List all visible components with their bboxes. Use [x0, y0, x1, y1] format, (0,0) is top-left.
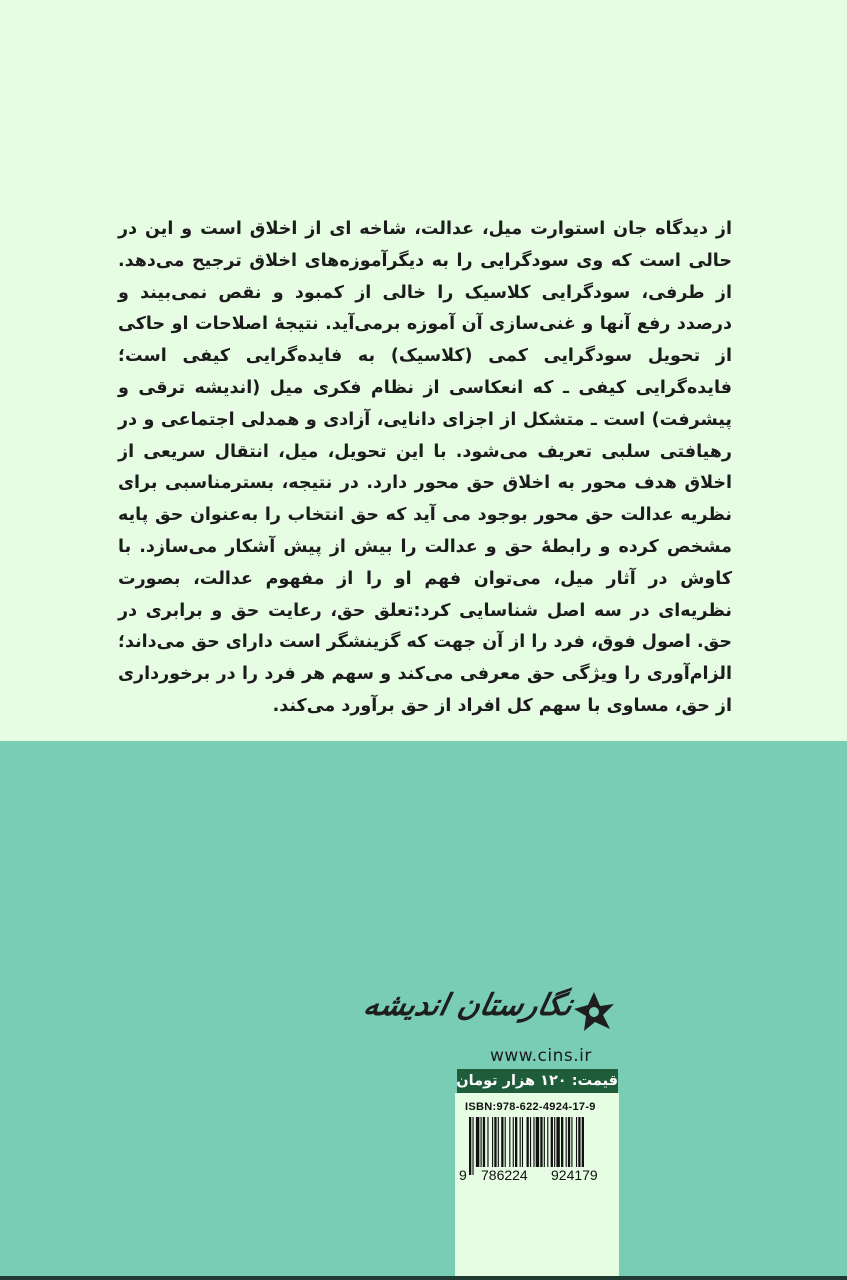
barcode-bar	[487, 1117, 488, 1167]
barcode-digit-first: 9	[459, 1167, 467, 1183]
barcode-bar	[576, 1117, 577, 1167]
publisher-logo-text: نگارستان اندیشه	[360, 988, 576, 1023]
barcode-digit-group1: 786224	[481, 1167, 528, 1183]
barcode-bar	[571, 1117, 572, 1167]
barcode-digit-group2: 924179	[551, 1167, 598, 1183]
barcode-bar	[515, 1117, 517, 1167]
blurb-text: از دیدگاه جان استوارت میل، عدالت، شاخه ای از اخلاق است و این در حالی است که وی سودگرایی را به دیگرآموزه‌های اخلاق ترجیح می‌دهد. از طرفی، سودگرایی کلاسیک را خالی از کمبود و نقص نمی‌بیند و درصدد رفع آنها و غنی‌سازی آن آموزه برمی‌آید. نتیجهٔ اصلاحات او حاکی از تحویل سودگرایی کمی (کلاسیک) به فایده‌گرایی کیفی است؛ فایده‌گرایی کیفی ـ که انعکاسی از نظام فکری میل (اندیشه ترقی و پیشرفت) است ـ متشکل از اجزای دانایی، آزادی و همدلی اجتماعی و در رهیافتی سلبی تعریف می‌شود. با این تحویل، میل، انتقال سریعی از اخلاق هدف محور به اخلاق حق محور دارد. در نتیجه، بسترمناسبی برای نظریه عدالت حق محور بوجود می آید که حق انتخاب را به‌عنوان حق پایه مشخص کرده و رابطهٔ حق و عدالت را بیش از پیش آشکار می‌سازد. با کاوش در آثار میل، می‌توان فهم او را از مفهوم عدالت، بصورت نظریه‌ای در سه اصل شناسایی کرد:تعلق حق، رعایت حق و برابری در حق. اصول فوق، فرد را از آن جهت که گزینشگر است دارای حق می‌داند؛ الزام‌آوری را ویژگی حق معرفی می‌کند و سهم هر فرد را در برخورداری از حق، مساوی با سهم کل افراد از حق برآورد می‌کند.	[118, 219, 732, 716]
barcode-bar	[554, 1117, 555, 1167]
barcode-bar	[578, 1117, 580, 1167]
barcode-bar	[505, 1117, 506, 1167]
barcode-bar	[481, 1117, 482, 1167]
barcode-bar	[547, 1117, 548, 1167]
barcode-bar	[498, 1117, 499, 1167]
barcode-bar	[476, 1117, 479, 1167]
isbn-barcode	[455, 1093, 619, 1280]
barcode-bar	[492, 1117, 493, 1167]
back-cover-blurb	[118, 214, 732, 723]
barcode-bar	[494, 1117, 496, 1167]
barcode-bar	[551, 1117, 553, 1167]
barcode-bar	[509, 1117, 510, 1167]
barcode-bar	[533, 1117, 534, 1167]
barcode-bar	[540, 1117, 542, 1167]
barcode-bar	[556, 1117, 559, 1167]
barcode-bar	[536, 1117, 539, 1167]
publisher-logo	[360, 988, 620, 1046]
barcode-bar	[568, 1117, 570, 1167]
barcode-bar	[561, 1117, 563, 1167]
barcode-bar	[513, 1117, 514, 1167]
star-flower-icon	[572, 990, 616, 1034]
barcode-bar	[530, 1117, 531, 1167]
barcode-bar	[501, 1117, 503, 1167]
barcode-bar	[469, 1117, 471, 1175]
isbn-label: ISBN:978-622-4924-17-9	[465, 1101, 596, 1113]
barcode-bar	[566, 1117, 567, 1167]
barcode-bar	[472, 1117, 473, 1175]
barcode-bar	[522, 1117, 523, 1167]
barcode-bar	[483, 1117, 485, 1167]
publisher-website[interactable]: www.cins.ir	[490, 1046, 592, 1066]
bottom-border	[0, 1276, 847, 1280]
barcode-bar	[544, 1117, 545, 1167]
price-label: قیمت: ۱۲۰ هزار تومان	[457, 1069, 618, 1093]
barcode-bar	[520, 1117, 521, 1167]
